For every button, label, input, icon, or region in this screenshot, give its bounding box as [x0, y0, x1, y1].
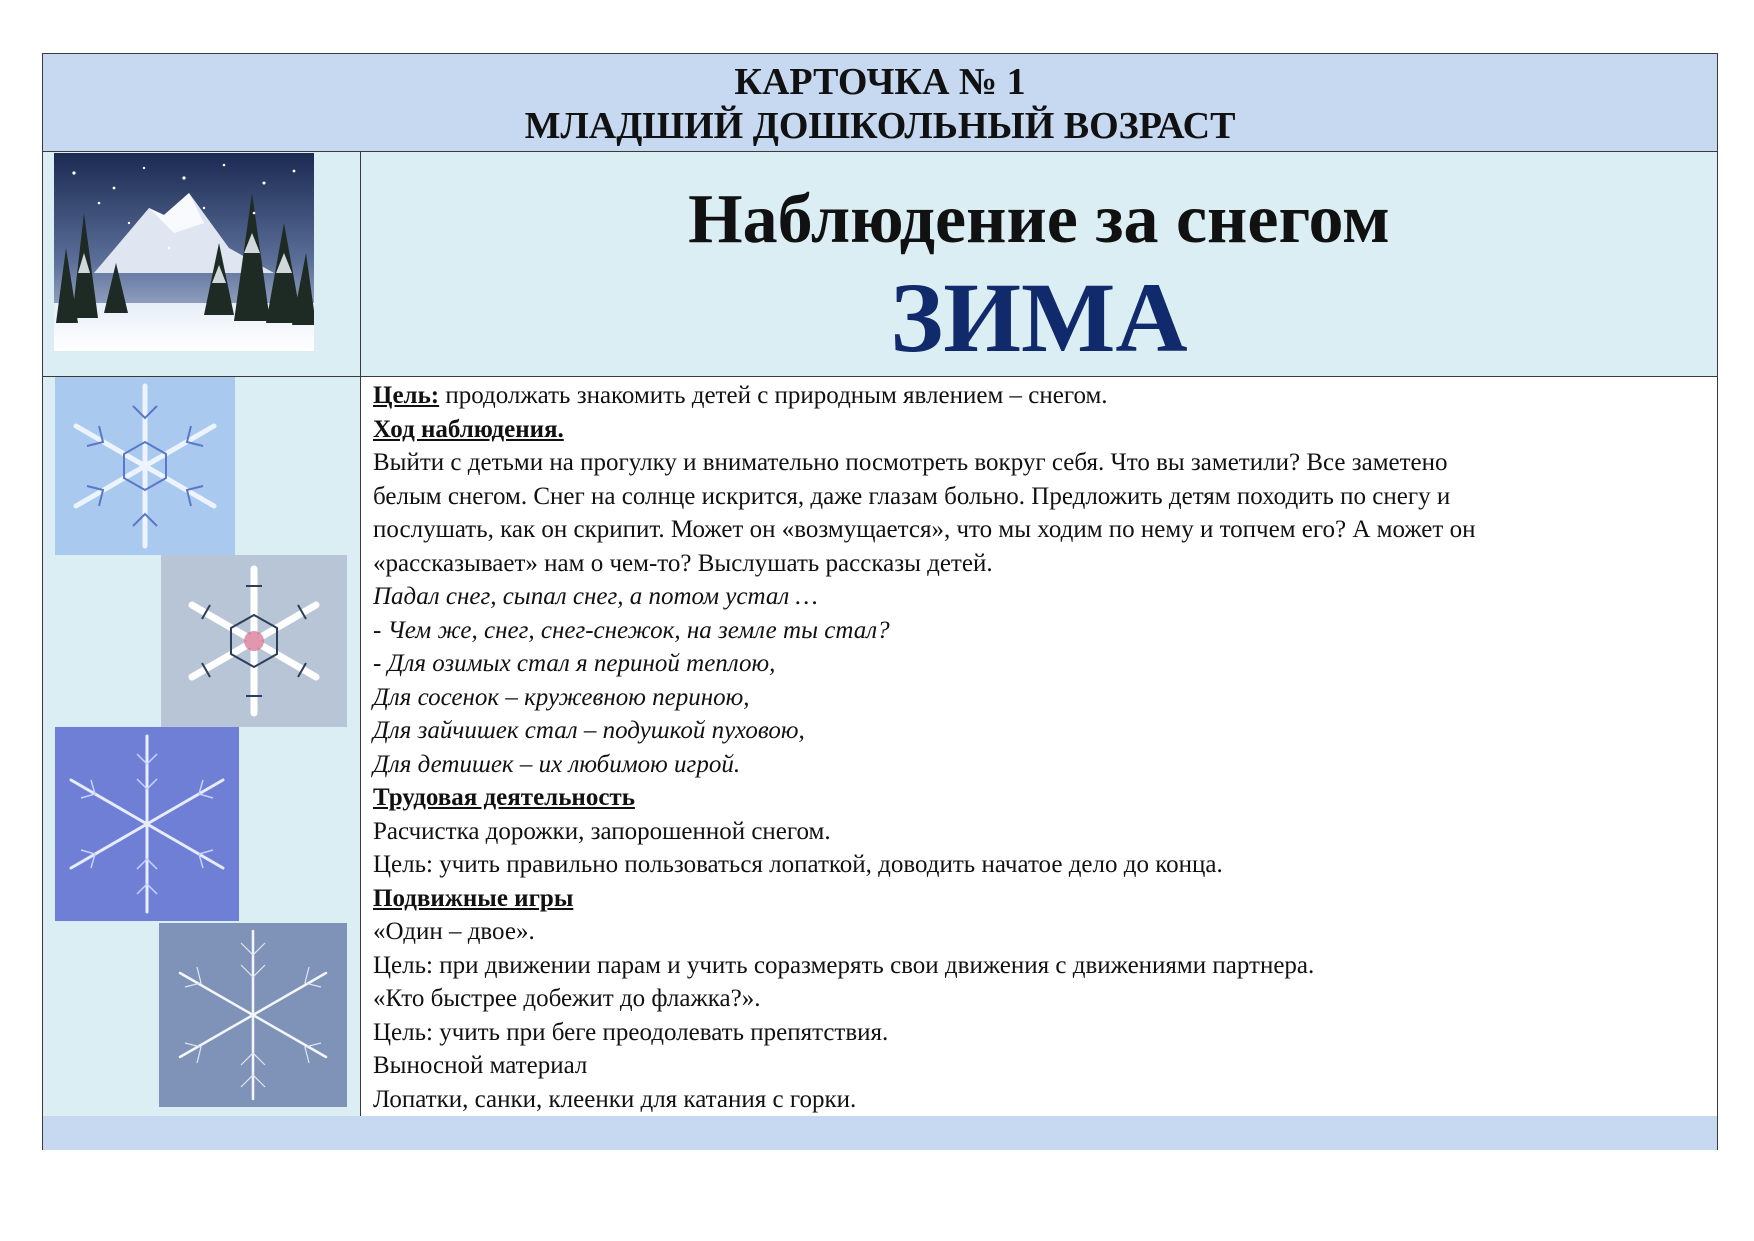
poem-line: - Для озимых стал я периной теплою, [373, 650, 776, 677]
observation-line: «рассказывает» нам о чем-то? Выслушать рассказы детей. [373, 549, 993, 577]
snowflake-4-image [159, 923, 347, 1107]
observation-line: послушать, как он скрипит. Может он «возмущается», что мы ходим по нему и топчем его? А может он [373, 516, 1476, 543]
poem-line: Для детишек – их любимою игрой. [373, 750, 741, 778]
snowflakes-cell [43, 377, 361, 1117]
games-line: «Кто быстрее добежит до флажка?». [373, 985, 761, 1012]
landscape-cell [43, 152, 361, 377]
poem-line: Для сосенок – кружевною периною, [373, 683, 750, 711]
games-line: Цель: при движении парам и учить соразмерять свои движения с движениями партнера. [373, 951, 1315, 979]
labor-line: Расчистка дорожки, запорошенной снегом. [373, 817, 831, 845]
title-cell [361, 152, 1717, 377]
goal-text: продолжать знакомить детей с природным явлением – снегом. [439, 382, 1108, 409]
poem-line: - Чем же, снег, снег-снежок, на земле ты стал? [373, 616, 890, 644]
poem-line: Для зайчишек стал – подушкой пуховою, [373, 717, 805, 744]
snowflake-1-image [55, 377, 235, 555]
snowflake-2-image [161, 555, 347, 727]
card-content [373, 379, 1697, 1116]
games-line: «Один – двое». [373, 918, 535, 945]
season-title: ЗИМА [890, 262, 1188, 373]
snowflake-3-image [55, 727, 239, 921]
card-header [43, 54, 1717, 152]
observation-title: Наблюдение за снегом [688, 181, 1390, 258]
poem-line: Падал снег, сыпал снег, а потом устал … [373, 583, 818, 610]
card-number: КАРТОЧКА № 1 [734, 61, 1026, 103]
goal-label: Цель: [373, 382, 440, 409]
age-group: МЛАДШИЙ ДОШКОЛЬНЫЙ ВОЗРАСТ [524, 105, 1236, 147]
observation-heading: Ход наблюдения. [373, 415, 564, 443]
games-line: Выносной материал [373, 1052, 588, 1079]
games-line: Лопатки, санки, клеенки для катания с горки. [373, 1085, 857, 1113]
games-line: Цель: учить при беге преодолевать препятствия. [373, 1018, 889, 1046]
observation-card [42, 53, 1718, 1150]
games-heading: Подвижные игры [373, 884, 574, 912]
observation-line: Выйти с детьми на прогулку и внимательно посмотреть вокруг себя. Что вы заметили? Все заметено [373, 449, 1448, 476]
observation-line: белым снегом. Снег на солнце искрится, даже глазам больно. Предложить детям походить по снегу и [373, 482, 1451, 510]
content-cell [361, 377, 1717, 1117]
goal-line [373, 379, 1697, 413]
labor-heading: Трудовая деятельность [373, 784, 635, 811]
labor-line: Цель: учить правильно пользоваться лопаткой, доводить начатое дело до конца. [373, 851, 1223, 878]
winter-landscape-image [54, 153, 314, 351]
card-footer [43, 1116, 1717, 1150]
